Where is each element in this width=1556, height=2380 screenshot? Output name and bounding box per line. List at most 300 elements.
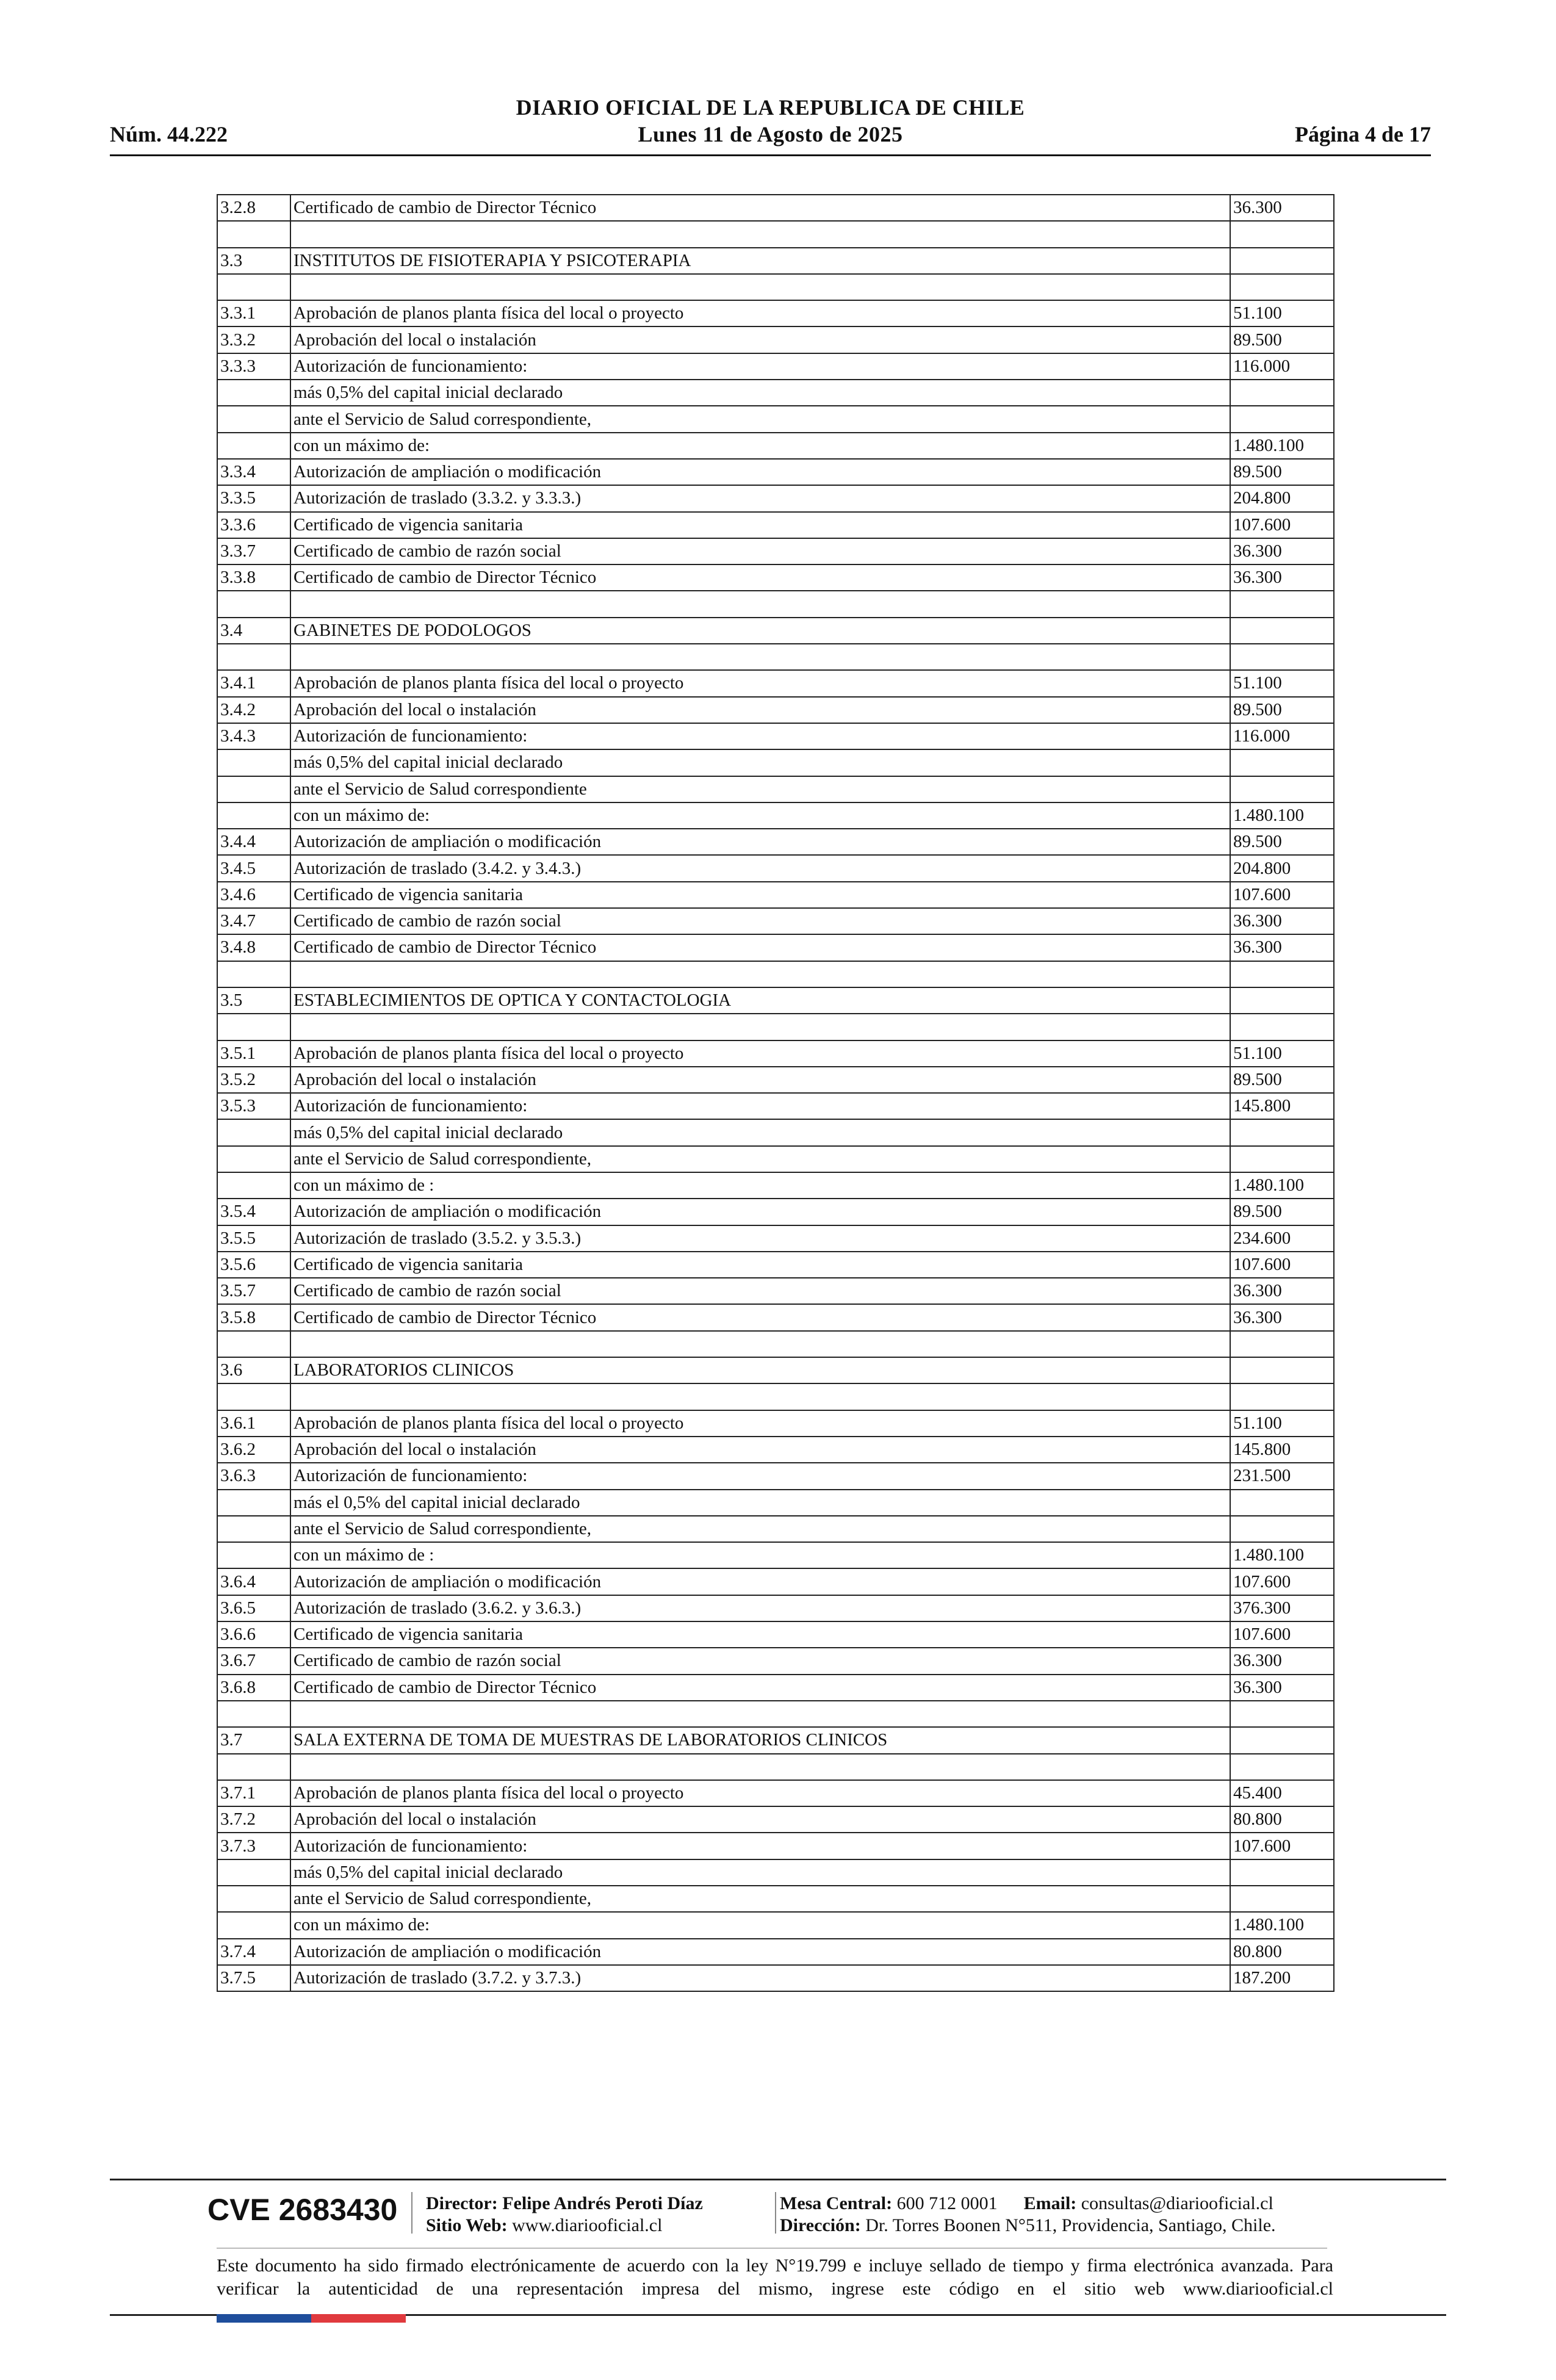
row-code: 3.6.4 <box>217 1568 290 1595</box>
table-row <box>217 538 1334 564</box>
row-description: INSTITUTOS DE FISIOTERAPIA Y PSICOTERAPIA <box>290 248 1230 274</box>
row-amount <box>1230 1516 1334 1542</box>
website-line <box>426 2215 662 2236</box>
row-amount: 145.800 <box>1230 1093 1334 1119</box>
address-line <box>780 2215 1276 2236</box>
row-description: SALA EXTERNA DE TOMA DE MUESTRAS DE LABORATORIOS CLINICOS <box>290 1727 1230 1753</box>
row-description <box>290 1754 1230 1780</box>
row-code: 3.4.7 <box>217 908 290 934</box>
row-description: ante el Servicio de Salud correspondiente <box>290 776 1230 802</box>
row-code: 3.5 <box>217 987 290 1014</box>
row-amount: 89.500 <box>1230 829 1334 855</box>
table-row <box>217 776 1334 802</box>
row-code: 3.5.4 <box>217 1199 290 1225</box>
row-description: GABINETES DE PODOLOGOS <box>290 618 1230 644</box>
row-description: con un máximo de: <box>290 1912 1230 1938</box>
row-description: Certificado de cambio de Director Técnico <box>290 564 1230 591</box>
row-code <box>217 1859 290 1886</box>
table-row <box>217 1516 1334 1542</box>
row-amount: 36.300 <box>1230 1675 1334 1701</box>
table-row <box>217 1252 1334 1278</box>
table-row <box>217 1912 1334 1938</box>
table-row <box>217 1067 1334 1093</box>
table-row <box>217 1278 1334 1304</box>
row-amount: 45.400 <box>1230 1780 1334 1806</box>
row-amount: 89.500 <box>1230 1067 1334 1093</box>
table-row <box>217 459 1334 485</box>
table-row <box>217 1304 1334 1330</box>
row-amount: 36.300 <box>1230 195 1334 221</box>
row-amount: 1.480.100 <box>1230 802 1334 829</box>
table-row <box>217 195 1334 221</box>
row-description: Autorización de traslado (3.6.2. y 3.6.3.) <box>290 1595 1230 1621</box>
row-description: Certificado de cambio de razón social <box>290 538 1230 564</box>
row-description: con un máximo de: <box>290 802 1230 829</box>
row-code: 3.4.4 <box>217 829 290 855</box>
table-row <box>217 380 1334 406</box>
row-amount: 36.300 <box>1230 1278 1334 1304</box>
table-row <box>217 1595 1334 1621</box>
table-row <box>217 749 1334 776</box>
row-amount: 89.500 <box>1230 697 1334 723</box>
table-row <box>217 1859 1334 1886</box>
row-description: Autorización de ampliación o modificación <box>290 1939 1230 1965</box>
row-code: 3.7.4 <box>217 1939 290 1965</box>
website-label: Sitio Web: <box>426 2215 508 2235</box>
row-amount: 107.600 <box>1230 882 1334 908</box>
row-code: 3.6.6 <box>217 1621 290 1648</box>
row-code: 3.5.1 <box>217 1040 290 1067</box>
row-code: 3.3.1 <box>217 300 290 326</box>
row-description: Autorización de traslado (3.3.2. y 3.3.3.) <box>290 485 1230 511</box>
row-description: ante el Servicio de Salud correspondiente, <box>290 1886 1230 1912</box>
row-amount <box>1230 274 1334 300</box>
table-row <box>217 1621 1334 1648</box>
contact-line <box>780 2193 1273 2214</box>
table-row <box>217 697 1334 723</box>
table-row <box>217 802 1334 829</box>
row-description: Aprobación del local o instalación <box>290 697 1230 723</box>
row-code: 3.3 <box>217 248 290 274</box>
row-description <box>290 274 1230 300</box>
table-row <box>217 485 1334 511</box>
row-description: Autorización de funcionamiento: <box>290 1463 1230 1489</box>
table-row <box>217 855 1334 881</box>
table-row <box>217 618 1334 644</box>
publication-title: DIARIO OFICIAL DE LA REPUBLICA DE CHILE <box>516 95 1025 120</box>
table-row <box>217 882 1334 908</box>
row-description: Certificado de cambio de Director Técnico <box>290 195 1230 221</box>
table-row <box>217 670 1334 696</box>
row-description: Aprobación del local o instalación <box>290 1437 1230 1463</box>
row-amount: 1.480.100 <box>1230 1912 1334 1938</box>
row-description <box>290 1014 1230 1040</box>
row-amount: 107.600 <box>1230 1833 1334 1859</box>
table-row <box>217 1119 1334 1145</box>
row-code: 3.5.6 <box>217 1252 290 1278</box>
row-code <box>217 961 290 987</box>
row-code: 3.7 <box>217 1727 290 1753</box>
row-amount <box>1230 776 1334 802</box>
row-description: Aprobación del local o instalación <box>290 1067 1230 1093</box>
row-description: más 0,5% del capital inicial declarado <box>290 380 1230 406</box>
footer-divider <box>775 2192 776 2234</box>
table-row <box>217 644 1334 670</box>
row-code <box>217 1383 290 1410</box>
row-code: 3.5.3 <box>217 1093 290 1119</box>
header-rule <box>110 154 1431 156</box>
row-amount: 36.300 <box>1230 538 1334 564</box>
row-code <box>217 1542 290 1568</box>
fee-table-body <box>217 195 1334 1991</box>
row-amount <box>1230 1859 1334 1886</box>
row-amount: 1.480.100 <box>1230 1542 1334 1568</box>
row-code: 3.6.5 <box>217 1595 290 1621</box>
page-footer <box>110 2179 1446 2331</box>
row-code <box>217 1331 290 1357</box>
email-label: Email: <box>1023 2193 1077 2213</box>
row-description <box>290 1383 1230 1410</box>
row-code: 3.5.2 <box>217 1067 290 1093</box>
row-description: con un máximo de: <box>290 433 1230 459</box>
row-description: más 0,5% del capital inicial declarado <box>290 1119 1230 1145</box>
row-description: Autorización de funcionamiento: <box>290 723 1230 749</box>
row-amount <box>1230 987 1334 1014</box>
row-amount: 51.100 <box>1230 670 1334 696</box>
row-code: 3.5.5 <box>217 1225 290 1252</box>
table-row <box>217 1568 1334 1595</box>
row-amount: 107.600 <box>1230 1621 1334 1648</box>
row-amount: 204.800 <box>1230 485 1334 511</box>
table-row <box>217 1172 1334 1199</box>
row-description <box>290 221 1230 247</box>
table-row <box>217 1833 1334 1859</box>
row-amount <box>1230 1886 1334 1912</box>
address-label: Dirección: <box>780 2215 861 2235</box>
row-description: Certificado de cambio de Director Técnico <box>290 1304 1230 1330</box>
row-code: 3.4.3 <box>217 723 290 749</box>
table-row <box>217 1199 1334 1225</box>
mesa-phone: 600 712 0001 <box>896 2193 998 2213</box>
row-code <box>217 380 290 406</box>
table-row <box>217 1014 1334 1040</box>
table-row <box>217 1357 1334 1383</box>
row-amount <box>1230 406 1334 432</box>
table-row <box>217 934 1334 961</box>
mesa-label: Mesa Central: <box>780 2193 893 2213</box>
table-row <box>217 1754 1334 1780</box>
row-amount <box>1230 644 1334 670</box>
row-description <box>290 644 1230 670</box>
row-code: 3.3.8 <box>217 564 290 591</box>
table-row <box>217 961 1334 987</box>
address-value: Dr. Torres Boonen N°511, Providencia, Santiago, Chile. <box>865 2215 1276 2235</box>
row-description: Aprobación del local o instalación <box>290 1806 1230 1833</box>
row-amount: 89.500 <box>1230 1199 1334 1225</box>
row-amount: 36.300 <box>1230 1648 1334 1674</box>
row-code <box>217 1516 290 1542</box>
table-row <box>217 1383 1334 1410</box>
row-amount <box>1230 1490 1334 1516</box>
row-amount <box>1230 591 1334 617</box>
table-row <box>217 1146 1334 1172</box>
row-code: 3.4.8 <box>217 934 290 961</box>
row-amount <box>1230 248 1334 274</box>
table-row <box>217 300 1334 326</box>
table-row <box>217 1965 1334 1991</box>
flag-stripe-red <box>311 2314 406 2323</box>
row-amount: 89.500 <box>1230 459 1334 485</box>
row-amount <box>1230 1014 1334 1040</box>
row-description: Autorización de ampliación o modificación <box>290 459 1230 485</box>
row-code <box>217 1172 290 1199</box>
row-code: 3.3.3 <box>217 353 290 380</box>
row-amount <box>1230 380 1334 406</box>
row-amount: 107.600 <box>1230 512 1334 538</box>
row-amount: 80.800 <box>1230 1939 1334 1965</box>
table-row <box>217 433 1334 459</box>
legal-notice: Este documento ha sido firmado electrónicamente de acuerdo con la ley N°19.799 e incluye sellado de tiempo y firma electrónica avanzada. Para verificar la autenticidad de una representación impresa del mismo, ingrese este código en el sitio web www.diariooficial.cl <box>217 2256 1333 2299</box>
row-description: Autorización de ampliación o modificación <box>290 1199 1230 1225</box>
table-row <box>217 1040 1334 1067</box>
email-link[interactable]: consultas@diariooficial.cl <box>1081 2193 1273 2213</box>
table-row <box>217 1437 1334 1463</box>
row-code: 3.6 <box>217 1357 290 1383</box>
row-amount <box>1230 1754 1334 1780</box>
table-row <box>217 1648 1334 1674</box>
table-row <box>217 1701 1334 1727</box>
row-code: 3.4 <box>217 618 290 644</box>
row-amount <box>1230 1119 1334 1145</box>
row-code: 3.3.4 <box>217 459 290 485</box>
row-description: ESTABLECIMIENTOS DE OPTICA Y CONTACTOLOGIA <box>290 987 1230 1014</box>
row-description: más el 0,5% del capital inicial declarado <box>290 1490 1230 1516</box>
row-amount: 36.300 <box>1230 908 1334 934</box>
row-description: Autorización de traslado (3.4.2. y 3.4.3.) <box>290 855 1230 881</box>
row-code <box>217 433 290 459</box>
row-code <box>217 1119 290 1145</box>
row-description: Certificado de vigencia sanitaria <box>290 512 1230 538</box>
table-row <box>217 353 1334 380</box>
row-amount: 51.100 <box>1230 1410 1334 1437</box>
table-row <box>217 1806 1334 1833</box>
table-row <box>217 1939 1334 1965</box>
table-row <box>217 1780 1334 1806</box>
row-amount <box>1230 961 1334 987</box>
table-row <box>217 221 1334 247</box>
row-amount: 51.100 <box>1230 1040 1334 1067</box>
row-description: Aprobación de planos planta física del local o proyecto <box>290 1780 1230 1806</box>
row-description <box>290 591 1230 617</box>
row-description: Certificado de cambio de razón social <box>290 1278 1230 1304</box>
row-description: Autorización de funcionamiento: <box>290 353 1230 380</box>
row-description: Certificado de cambio de Director Técnico <box>290 934 1230 961</box>
row-amount: 1.480.100 <box>1230 1172 1334 1199</box>
row-code <box>217 1754 290 1780</box>
row-code: 3.7.2 <box>217 1806 290 1833</box>
row-code: 3.6.8 <box>217 1675 290 1701</box>
table-row <box>217 1093 1334 1119</box>
table-row <box>217 1463 1334 1489</box>
row-code: 3.6.3 <box>217 1463 290 1489</box>
issue-number: Núm. 44.222 <box>110 122 228 146</box>
director-line <box>426 2193 703 2214</box>
row-amount: 36.300 <box>1230 1304 1334 1330</box>
row-description: Autorización de ampliación o modificación <box>290 1568 1230 1595</box>
table-row <box>217 829 1334 855</box>
row-amount <box>1230 1701 1334 1727</box>
row-description <box>290 1701 1230 1727</box>
row-description: Aprobación de planos planta física del local o proyecto <box>290 1410 1230 1437</box>
table-row <box>217 326 1334 353</box>
row-amount <box>1230 221 1334 247</box>
table-row <box>217 1886 1334 1912</box>
row-amount: 187.200 <box>1230 1965 1334 1991</box>
row-description: Certificado de cambio de razón social <box>290 908 1230 934</box>
row-code: 3.5.7 <box>217 1278 290 1304</box>
director-label: Director: <box>426 2193 498 2213</box>
publication-date: Lunes 11 de Agosto de 2025 <box>638 122 903 146</box>
table-row <box>217 564 1334 591</box>
table-row <box>217 1410 1334 1437</box>
row-amount: 1.480.100 <box>1230 433 1334 459</box>
row-amount: 107.600 <box>1230 1568 1334 1595</box>
row-description: con un máximo de : <box>290 1172 1230 1199</box>
row-amount: 116.000 <box>1230 723 1334 749</box>
row-code <box>217 221 290 247</box>
table-row <box>217 591 1334 617</box>
row-description: más 0,5% del capital inicial declarado <box>290 1859 1230 1886</box>
row-amount <box>1230 1357 1334 1383</box>
footer-divider <box>411 2192 412 2234</box>
row-description: Certificado de cambio de razón social <box>290 1648 1230 1674</box>
row-amount: 145.800 <box>1230 1437 1334 1463</box>
row-description: ante el Servicio de Salud correspondiente, <box>290 1146 1230 1172</box>
table-row <box>217 987 1334 1014</box>
table-row <box>217 1331 1334 1357</box>
row-code: 3.4.2 <box>217 697 290 723</box>
row-amount <box>1230 749 1334 776</box>
row-code: 3.3.2 <box>217 326 290 353</box>
row-amount: 204.800 <box>1230 855 1334 881</box>
page-number: Página 4 de 17 <box>1294 122 1431 146</box>
row-description: Aprobación de planos planta física del local o proyecto <box>290 1040 1230 1067</box>
page-header <box>110 95 1431 156</box>
row-amount: 376.300 <box>1230 1595 1334 1621</box>
row-code: 3.6.1 <box>217 1410 290 1437</box>
row-code <box>217 1912 290 1938</box>
row-code <box>217 802 290 829</box>
row-description: Certificado de cambio de Director Técnico <box>290 1675 1230 1701</box>
table-row <box>217 1675 1334 1701</box>
row-code <box>217 1701 290 1727</box>
row-description <box>290 1331 1230 1357</box>
row-code <box>217 406 290 432</box>
table-row <box>217 908 1334 934</box>
row-code <box>217 749 290 776</box>
row-code <box>217 776 290 802</box>
row-description: Autorización de traslado (3.5.2. y 3.5.3.) <box>290 1225 1230 1252</box>
row-description: LABORATORIOS CLINICOS <box>290 1357 1230 1383</box>
row-code: 3.3.5 <box>217 485 290 511</box>
row-amount: 80.800 <box>1230 1806 1334 1833</box>
row-description <box>290 961 1230 987</box>
table-row <box>217 406 1334 432</box>
row-code: 3.7.3 <box>217 1833 290 1859</box>
row-amount: 234.600 <box>1230 1225 1334 1252</box>
row-description: Autorización de traslado (3.7.2. y 3.7.3.) <box>290 1965 1230 1991</box>
row-amount: 51.100 <box>1230 300 1334 326</box>
table-row <box>217 1542 1334 1568</box>
row-amount <box>1230 1383 1334 1410</box>
row-code: 3.4.1 <box>217 670 290 696</box>
row-code: 3.7.5 <box>217 1965 290 1991</box>
row-code: 3.3.6 <box>217 512 290 538</box>
row-code <box>217 1886 290 1912</box>
table-row <box>217 274 1334 300</box>
row-amount: 231.500 <box>1230 1463 1334 1489</box>
row-code: 3.7.1 <box>217 1780 290 1806</box>
row-amount: 36.300 <box>1230 934 1334 961</box>
row-amount: 116.000 <box>1230 353 1334 380</box>
footer-mid-rule <box>217 2248 1327 2249</box>
row-code: 3.5.8 <box>217 1304 290 1330</box>
row-code <box>217 1146 290 1172</box>
row-code <box>217 644 290 670</box>
table-row <box>217 1727 1334 1753</box>
row-description: Autorización de ampliación o modificación <box>290 829 1230 855</box>
row-code <box>217 1490 290 1516</box>
row-description: Aprobación de planos planta física del local o proyecto <box>290 300 1230 326</box>
row-amount <box>1230 618 1334 644</box>
row-code: 3.6.7 <box>217 1648 290 1674</box>
row-description: Aprobación de planos planta física del local o proyecto <box>290 670 1230 696</box>
row-description: con un máximo de : <box>290 1542 1230 1568</box>
website-link[interactable]: www.diariooficial.cl <box>512 2215 663 2235</box>
row-description: Autorización de funcionamiento: <box>290 1833 1230 1859</box>
table-row <box>217 723 1334 749</box>
row-code <box>217 591 290 617</box>
row-amount <box>1230 1146 1334 1172</box>
row-code: 3.4.5 <box>217 855 290 881</box>
row-description: Autorización de funcionamiento: <box>290 1093 1230 1119</box>
row-code: 3.2.8 <box>217 195 290 221</box>
row-description: ante el Servicio de Salud correspondiente, <box>290 1516 1230 1542</box>
row-code: 3.4.6 <box>217 882 290 908</box>
row-description: ante el Servicio de Salud correspondiente, <box>290 406 1230 432</box>
row-amount <box>1230 1331 1334 1357</box>
row-code <box>217 274 290 300</box>
row-code: 3.6.2 <box>217 1437 290 1463</box>
row-amount <box>1230 1727 1334 1753</box>
footer-top-rule <box>110 2179 1446 2180</box>
row-description: Certificado de vigencia sanitaria <box>290 1621 1230 1648</box>
table-row <box>217 1225 1334 1252</box>
director-name: Felipe Andrés Peroti Díaz <box>502 2193 703 2213</box>
table-row <box>217 512 1334 538</box>
row-description: Certificado de vigencia sanitaria <box>290 1252 1230 1278</box>
row-code: 3.3.7 <box>217 538 290 564</box>
fee-table <box>217 194 1334 1992</box>
row-amount: 89.500 <box>1230 326 1334 353</box>
row-description: Certificado de vigencia sanitaria <box>290 882 1230 908</box>
table-row <box>217 1490 1334 1516</box>
table-row <box>217 248 1334 274</box>
flag-stripe-blue <box>217 2314 311 2323</box>
cve-code: CVE 2683430 <box>207 2193 398 2227</box>
row-amount: 36.300 <box>1230 564 1334 591</box>
row-code <box>217 1014 290 1040</box>
